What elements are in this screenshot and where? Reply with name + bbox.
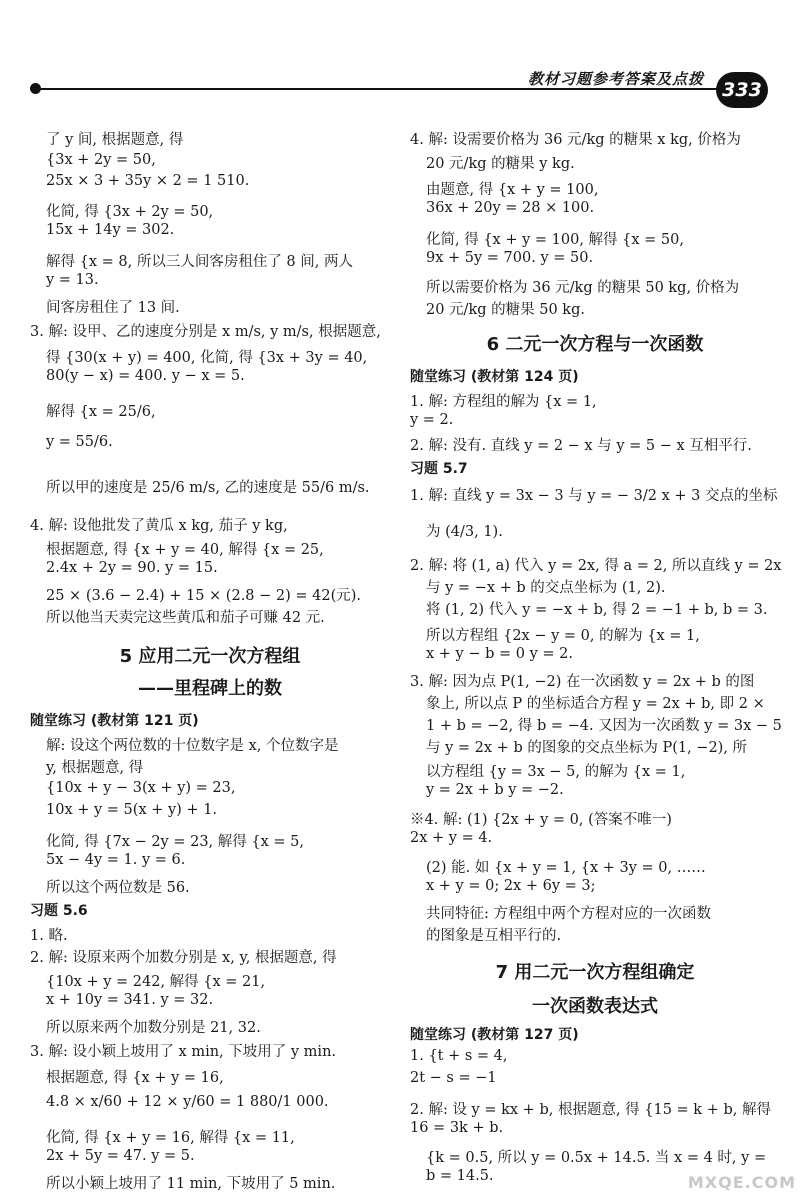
text-line: 所以需要价格为 36 元/kg 的糖果 50 kg, 价格为 <box>426 280 740 296</box>
section-7-title: 7 用二元一次方程组确定 <box>495 962 695 983</box>
equation-line: y = 55/6. <box>46 434 113 450</box>
problem-2: 2. 解: 设原来两个加数分别是 x, y, 根据题意, 得 <box>30 950 337 966</box>
text-line: 的图象是互相平行的. <box>426 928 562 944</box>
text-line: 象上, 所以点 P 的坐标适合方程 y = 2x + b, 即 2 × <box>426 696 765 712</box>
equation-line: 化简, 得 {7x − 2y = 23, 解得 {x = 5, <box>46 834 304 850</box>
equation-line: 2. 解: 设 y = kx + b, 根据题意, 得 {15 = k + b, 解得 <box>410 1102 771 1118</box>
text-line: 所以原来两个加数分别是 21, 32. <box>46 1020 261 1036</box>
equation-line: 2x + y = 4. <box>410 830 493 846</box>
text-line: 与 y = −x + b 的交点坐标为 (1, 2). <box>426 580 666 596</box>
equation-line: 2x + 5y = 47. y = 5. <box>46 1148 195 1164</box>
text-line: 2. 解: 将 (1, a) 代入 y = 2x, 得 a = 2, 所以直线 y = 2x <box>410 558 782 574</box>
exercise-heading: 习题 5.7 <box>410 461 468 477</box>
page-number: 333 <box>716 72 768 108</box>
equation-line: 由题意, 得 {x + y = 100, <box>426 182 599 198</box>
equation-line: x + y − b = 0 y = 2. <box>426 646 573 662</box>
equation-line: 1. 解: 方程组的解为 {x = 1, <box>410 394 597 410</box>
text-line: 为 (4/3, 1). <box>426 524 503 540</box>
equation-line: 解得 {x = 25/6, <box>46 404 156 420</box>
text-line: 25 × (3.6 − 2.4) + 15 × (2.8 − 2) = 42(元). <box>46 588 362 604</box>
equation-line: 得 {30(x + y) = 400, 化简, 得 {3x + 3y = 40, <box>46 350 368 366</box>
exercise-heading: 习题 5.6 <box>30 903 88 919</box>
equation-line: 所以方程组 {2x − y = 0, 的解为 {x = 1, <box>426 628 700 644</box>
equation-line: 36x + 20y = 28 × 100. <box>426 200 595 216</box>
equation-line: {10x + y = 242, 解得 {x = 21, <box>46 974 266 990</box>
equation-line: 5x − 4y = 1. y = 6. <box>46 852 186 868</box>
problem-3: 3. 解: 设甲、乙的速度分别是 x m/s, y m/s, 根据题意, <box>30 324 381 340</box>
section-5-subtitle: ——里程碑上的数 <box>138 678 282 699</box>
equation-line: 4.8 × x/60 + 12 × y/60 = 1 880/1 000. <box>46 1094 329 1110</box>
equation-line: y = 2x + b y = −2. <box>426 782 564 798</box>
text-line: 了 y 间, 根据题意, 得 <box>46 132 184 148</box>
practice-heading: 随堂练习 (教材第 121 页) <box>30 713 199 729</box>
equation-line: b = 14.5. <box>426 1168 494 1184</box>
text-line: 3. 解: 因为点 P(1, −2) 在一次函数 y = 2x + b 的图 <box>410 674 755 690</box>
equation-line: 25x × 3 + 35y × 2 = 1 510. <box>46 173 250 189</box>
text-line: 20 元/kg 的糖果 y kg. <box>426 156 575 172</box>
equation-line: 化简, 得 {x + y = 16, 解得 {x = 11, <box>46 1130 295 1146</box>
text-line: 2. 解: 没有. 直线 y = 2 − x 与 y = 5 − x 互相平行. <box>410 438 752 454</box>
equation-line: x + 10y = 341. y = 32. <box>46 992 214 1008</box>
problem-3b: 3. 解: 设小颖上坡用了 x min, 下坡用了 y min. <box>30 1044 337 1060</box>
text-line: 所以他当天卖完这些黄瓜和茄子可赚 42 元. <box>46 610 325 626</box>
problem-4: 4. 解: 设他批发了黄瓜 x kg, 茄子 y kg, <box>30 518 288 534</box>
text-line: 所以小颖上坡用了 11 min, 下坡用了 5 min. <box>46 1176 336 1192</box>
text-line: 所以这个两位数是 56. <box>46 880 190 896</box>
equation-line: 1. {t + s = 4, <box>410 1048 508 1064</box>
equation-line: 80(y − x) = 400. y − x = 5. <box>46 368 245 384</box>
equation-line: 2t − s = −1 <box>410 1070 497 1086</box>
equation-line: {3x + 2y = 50, <box>46 152 156 168</box>
equation-line: 化简, 得 {3x + 2y = 50, <box>46 204 214 220</box>
text-line: 将 (1, 2) 代入 y = −x + b, 得 2 = −1 + b, b = 3. <box>426 602 768 618</box>
equation-line: 根据题意, 得 {x + y = 16, <box>46 1070 224 1086</box>
text-line: 所以甲的速度是 25/6 m/s, 乙的速度是 55/6 m/s. <box>46 480 370 496</box>
watermark: MXQE.COM <box>687 1173 796 1192</box>
problem-4-right: 4. 解: 设需要价格为 36 元/kg 的糖果 x kg, 价格为 <box>410 132 741 148</box>
section-7-subtitle: 一次函数表达式 <box>532 996 658 1017</box>
equation-line: ※4. 解: (1) {2x + y = 0, (答案不唯一) <box>410 812 672 828</box>
practice-heading: 随堂练习 (教材第 127 页) <box>410 1027 579 1043</box>
equation-line: 根据题意, 得 {x + y = 40, 解得 {x = 25, <box>46 542 324 558</box>
header-title: 教材习题参考答案及点拨 <box>527 70 704 88</box>
section-6-title: 6 二元一次方程与一次函数 <box>486 334 704 355</box>
text-line: y, 根据题意, 得 <box>46 760 144 776</box>
equation-line: 以方程组 {y = 3x − 5, 的解为 {x = 1, <box>426 764 686 780</box>
text-line: 解得 {x = 8, 所以三人间客房租住了 8 间, 两人 <box>46 254 353 270</box>
text-line: 解: 设这个两位数的十位数字是 x, 个位数字是 <box>46 738 339 754</box>
equation-line: {10x + y − 3(x + y) = 23, <box>46 780 236 796</box>
problem-1: 1. 略. <box>30 928 68 944</box>
text-line: 20 元/kg 的糖果 50 kg. <box>426 302 585 318</box>
equation-line: (2) 能. 如 {x + y = 1, {x + 3y = 0, …… <box>426 860 706 876</box>
text-line: 间客房租住了 13 间. <box>46 300 180 316</box>
equation-line: 2.4x + 2y = 90. y = 15. <box>46 560 218 576</box>
equation-line: 16 = 3k + b. <box>410 1120 504 1136</box>
equation-line: y = 2. <box>410 412 454 428</box>
equation-line: x + y = 0; 2x + 6y = 3; <box>426 878 596 894</box>
equation-line: y = 13. <box>46 272 99 288</box>
text-line: 与 y = 2x + b 的图象的交点坐标为 P(1, −2), 所 <box>426 740 748 756</box>
equation-line: 15x + 14y = 302. <box>46 222 175 238</box>
equation-line: 化简, 得 {x + y = 100, 解得 {x = 50, <box>426 232 684 248</box>
text-line: 1 + b = −2, 得 b = −4. 又因为一次函数 y = 3x − 5 <box>426 718 782 734</box>
text-line: 1. 解: 直线 y = 3x − 3 与 y = − 3/2 x + 3 交点的坐标 <box>410 488 778 504</box>
equation-line: {k = 0.5, 所以 y = 0.5x + 14.5. 当 x = 4 时, y = <box>426 1150 767 1166</box>
practice-heading: 随堂练习 (教材第 124 页) <box>410 369 579 385</box>
equation-line: 10x + y = 5(x + y) + 1. <box>46 802 218 818</box>
page-header <box>30 70 774 110</box>
text-line: 共同特征: 方程组中两个方程对应的一次函数 <box>426 906 711 922</box>
equation-line: 9x + 5y = 700. y = 50. <box>426 250 594 266</box>
section-5-title: 5 应用二元一次方程组 <box>119 646 301 667</box>
